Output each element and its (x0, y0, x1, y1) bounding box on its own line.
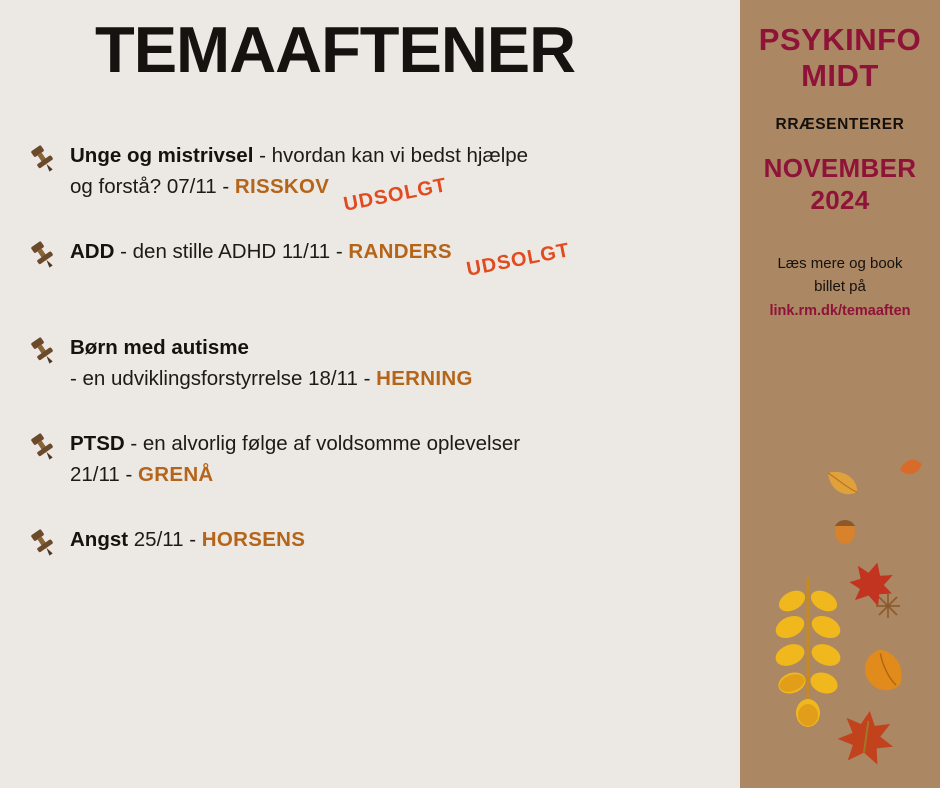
pushpin-icon (28, 432, 58, 462)
event-text (70, 524, 720, 555)
event-place: HERNING (376, 367, 473, 390)
pushpin-icon (28, 336, 58, 366)
year-label: 2024 (810, 185, 870, 215)
list-item[interactable] (0, 140, 740, 236)
event-text (70, 428, 720, 490)
event-desc-2: - en udviklingsforstyrrelse 18/11 - (70, 367, 377, 390)
booking-line-1: Læs mere og book (777, 255, 903, 272)
event-text (70, 236, 720, 281)
poster-sidebar (740, 0, 940, 788)
pushpin-icon (28, 528, 58, 558)
pushpin-icon (28, 240, 58, 270)
brand-name (740, 22, 940, 94)
event-list (0, 140, 740, 620)
status-badge: UDSOLGT (464, 239, 572, 281)
presents-label: RRÆSENTERER (775, 116, 905, 133)
event-title: Børn med autisme (70, 336, 249, 359)
list-item[interactable] (0, 332, 740, 428)
event-text (70, 332, 720, 394)
event-text (70, 140, 720, 216)
booking-link[interactable]: link.rm.dk/temaaften (769, 303, 911, 319)
list-item[interactable] (0, 524, 740, 620)
pushpin-icon (28, 144, 58, 174)
event-desc-1: - hvordan kan vi bedst hjælpe (253, 144, 529, 167)
brand-line-1: PSYKINFO (758, 22, 922, 57)
list-item[interactable] (0, 236, 740, 332)
event-desc-2: 21/11 - (70, 463, 138, 486)
event-desc-1: - en alvorlig følge af voldsomme oplevelser (124, 432, 521, 455)
event-title: PTSD (70, 432, 125, 455)
event-title: Unge og mistrivsel (70, 144, 254, 167)
booking-info (740, 252, 940, 323)
event-desc-1: 25/11 - (128, 528, 202, 551)
event-desc-1: - den stille ADHD 11/11 - (114, 240, 349, 263)
event-place: HORSENS (201, 528, 306, 551)
page-title: TEMAAFTENER (95, 13, 576, 86)
date-block (740, 152, 940, 216)
event-place: GRENÅ (138, 463, 214, 486)
status-badge: UDSOLGT (342, 174, 450, 216)
month-label: NOVEMBER (763, 153, 917, 183)
event-place: RISSKOV (234, 175, 330, 198)
booking-line-2: billet på (814, 278, 866, 295)
autumn-leaves-decoration (740, 458, 940, 788)
event-desc-2: og forstå? 07/11 - (70, 175, 235, 198)
event-place: RANDERS (348, 240, 452, 263)
event-title: Angst (70, 528, 129, 551)
list-item[interactable] (0, 428, 740, 524)
event-title: ADD (70, 240, 115, 263)
brand-line-2: MIDT (801, 58, 879, 93)
